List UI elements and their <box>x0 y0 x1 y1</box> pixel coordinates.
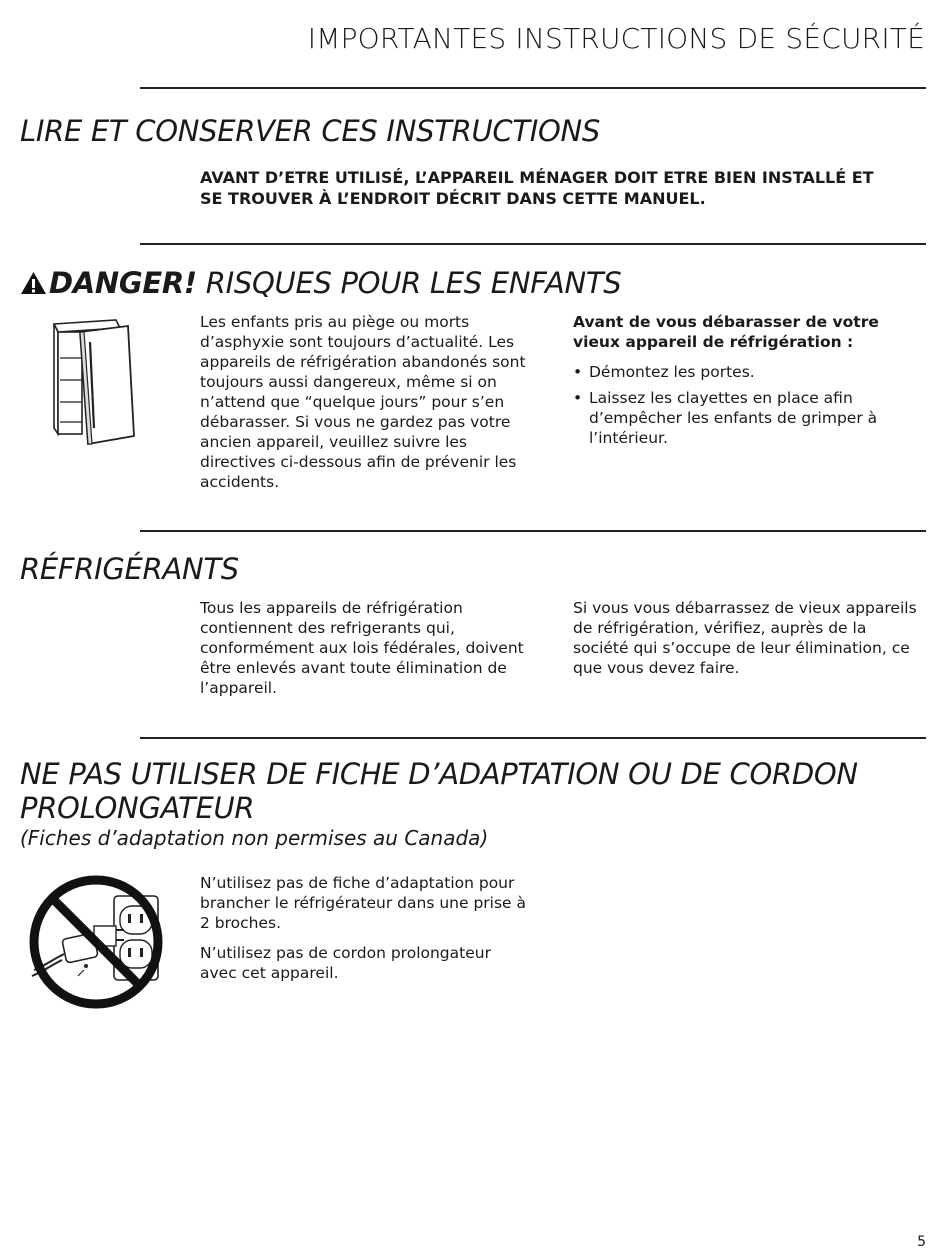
section-subtitle-canada: (Fiches d’adaptation non permises au Canada) <box>20 826 489 850</box>
section-title-refrigerants: RÉFRIGÉRANTS <box>20 552 239 586</box>
disposal-bullet-list <box>573 362 918 448</box>
installation-notice: AVANT D’ETRE UTILISÉ, L’APPAREIL MÉNAGER DOIT ETRE BIEN INSTALLÉ ET SE TROUVER À L’ENDROIT DÉCRIT DANS CETTE MANUEL. <box>200 168 874 208</box>
section-title-no-adapter: NE PAS UTILISER DE FICHE D’ADAPTATION OU DE CORDON PROLONGATEUR <box>20 757 858 825</box>
open-refrigerator-illustration <box>50 318 136 450</box>
divider <box>140 530 926 532</box>
disposal-instructions <box>573 312 918 454</box>
divider <box>140 87 926 89</box>
divider <box>140 243 926 245</box>
extension-cord-paragraph: N’utilisez pas de cordon prolongateur avec cet appareil. <box>200 944 491 982</box>
danger-title: RISQUES POUR LES ENFANTS <box>205 266 622 300</box>
divider <box>140 737 926 739</box>
no-adapter-plug-illustration <box>28 874 164 1014</box>
danger-label: DANGER! <box>49 266 197 300</box>
children-risk-text: Les enfants pris au piège ou morts d’asphyxie sont toujours d’actualité. Les appareils de réfrigération abandonés sont toujours aussi dangereux, même si on n’attend que “quelque jours” pour s’en débarasser. Si vous ne gardez pas votre ancien appareil, veuillez suivre les directives ci-dessous afin de prévenir les accidents. <box>200 313 526 491</box>
section-title-read-instructions: LIRE ET CONSERVER CES INSTRUCTIONS <box>20 114 601 148</box>
refrigerants-left-text: Tous les appareils de réfrigération contiennent des refrigerants qui, conformément aux lois fédérales, doivent être enlevés avant toute élimination de l’appareil. <box>200 599 524 697</box>
disposal-heading: Avant de vous débarasser de votre vieux appareil de réfrigération : <box>573 313 879 351</box>
page-number: 5 <box>917 1234 926 1250</box>
list-item: • Laissez les clayettes en place afin d’empêcher les enfants de grimper à l’intérieur. <box>573 388 918 448</box>
page-header-title: IMPORTANTES INSTRUCTIONS DE SÉCURITÉ <box>307 22 925 55</box>
refrigerants-right-text: Si vous vous débarrassez de vieux appareils de réfrigération, vérifiez, auprès de la société qui s’occupe de leur élimination, ce que vous devez faire. <box>573 599 917 677</box>
adapter-instructions <box>200 873 530 993</box>
section-title-danger <box>20 266 621 302</box>
adapter-paragraph: N’utilisez pas de fiche d’adaptation pour brancher le réfrigérateur dans une prise à 2 broches. <box>200 874 526 932</box>
warning-triangle-icon <box>20 268 47 302</box>
list-item: • Démontez les portes. <box>573 362 918 382</box>
